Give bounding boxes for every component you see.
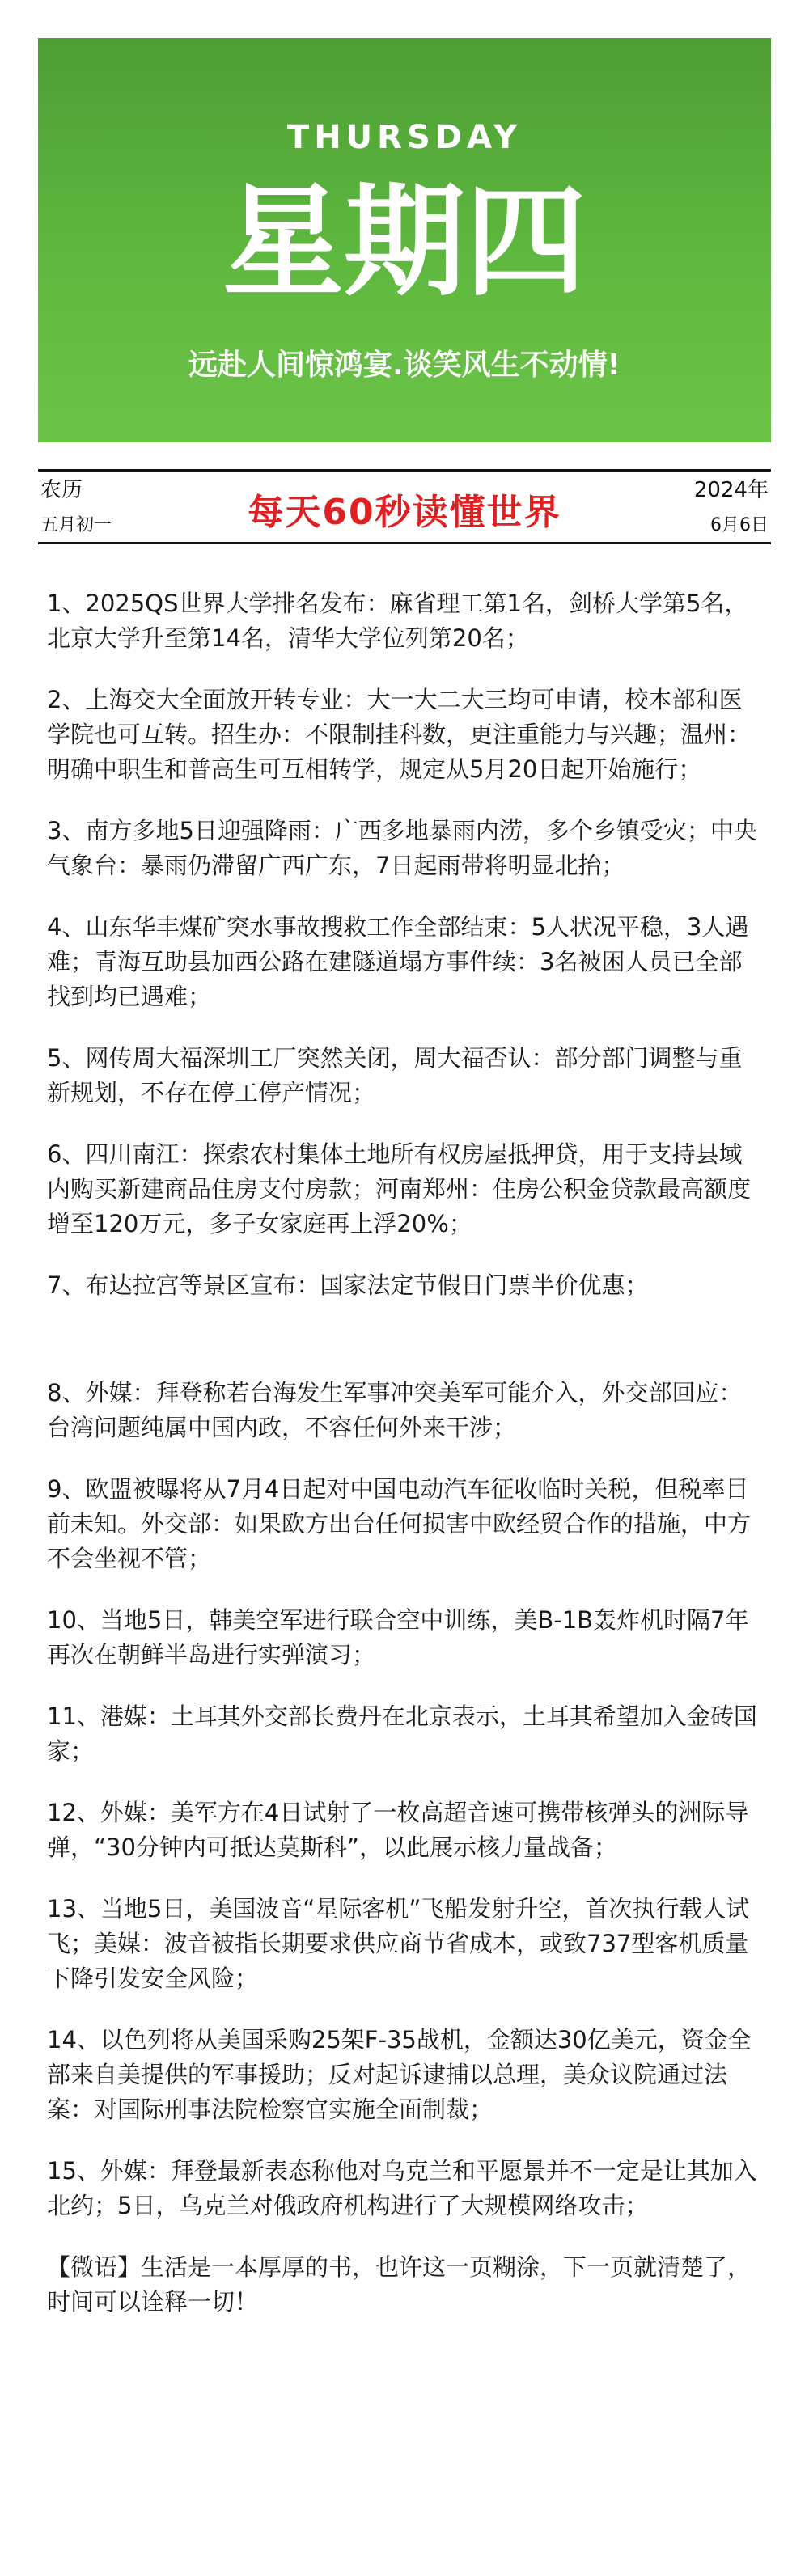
news-item: 8、外媒：拜登称若台海发生军事冲突美军可能介入，外交部回应：台湾问题纯属中国内政，不容任何外来干涉； [47,1379,743,1441]
news-item: 13、当地5日，美国波音“星际客机”飞船发射升空，首次执行载人试飞；美媒：波音被指长期要求供应商节省成本，或致737型客机质量下降引发安全风险； [47,1895,750,1992]
news-item: 1、2025QS世界大学排名发布：麻省理工第1名，剑桥大学第5名，北京大学升至第14名，清华大学位列第20名； [47,590,748,652]
banner-slogan: 远赴人间惊鸿宴.谈笑风生不动情! [188,349,621,382]
lunar-date: 五月初一 [40,515,112,535]
header-divider-top [38,469,771,472]
news-item: 3、南方多地5日迎强降雨：广西多地暴雨内涝，多个乡镇受灾；中央气象台：暴雨仍滞留广西广东，7日起雨带将明显北抬； [47,817,757,879]
news-item: 7、布达拉宫等景区宣布：国家法定节假日门票半价优惠； [47,1271,649,1299]
month-day-label: 6月6日 [710,515,769,535]
news-item: 10、当地5日，韩美空军进行联合空中训练，美B-1B轰炸机时隔7年再次在朝鲜半岛进行实弹演习； [47,1606,749,1669]
header-banner [38,38,771,442]
daily-quote: 【微语】生活是一本厚厚的书，也许这一页糊涂，下一页就清楚了，时间可以诠释一切！ [47,2253,752,2316]
news-item: 4、山东华丰煤矿突水事故搜救工作全部结束：5人状况平稳，3人遇难；青海互助县加西公路在建隧道塌方事件续：3名被困人员已全部找到均已遇难； [47,913,749,1010]
news-item: 2、上海交大全面放开转专业：大一大二大三均可申请，校本部和医学院也可互转。招生办：不限制挂科数，更注重能力与兴趣；温州：明确中职生和普高生可互相转学，规定从5月20日起开始施行； [47,686,752,783]
news-item: 5、网传周大福深圳工厂突然关闭，周大福否认：部分部门调整与重新规划，不存在停工停产情况； [47,1044,743,1106]
news-item: 14、以色列将从美国采购25架F-35战机，金额达30亿美元，资金全部来自美提供的军事援助；反对起诉逮捕以总理，美众议院通过法案：对国际刑事法院检察官实施全面制裁； [47,2026,752,2123]
news-item: 6、四川南江：探索农村集体土地所有权房屋抵押贷，用于支持县域内购买新建商品住房支付房款；河南郑州：住房公积金贷款最高额度增至120万元，多子女家庭再上浮20%； [47,1140,752,1237]
page-title: 每天60秒读懂世界 [248,492,561,533]
lunar-label: 农历 [40,478,83,502]
weekday-chinese: 星期四 [222,172,587,313]
news-list [47,586,762,2346]
news-item: 9、欧盟被曝将从7月4日起对中国电动汽车征收临时关税，但税率目前未知。外交部：如果欧方出台任何损害中欧经贸合作的措施，中方不会坐视不管； [47,1475,752,1572]
weekday-english: THURSDAY [286,119,523,156]
news-item: 12、外媒：美军方在4日试射了一枚高超音速可携带核弹头的洲际导弹，“30分钟内可抵达莫斯科”，以此展示核力量战备； [47,1799,749,1861]
header-divider-bottom [38,542,771,544]
news-item: 15、外媒：拜登最新表态称他对乌克兰和平愿景并不一定是让其加入北约；5日，乌克兰对俄政府机构进行了大规模网络攻击； [47,2157,757,2219]
year-label: 2024年 [693,478,769,502]
news-item: 11、港媒：土耳其外交部长费丹在北京表示，土耳其希望加入金砖国家； [47,1703,757,1765]
